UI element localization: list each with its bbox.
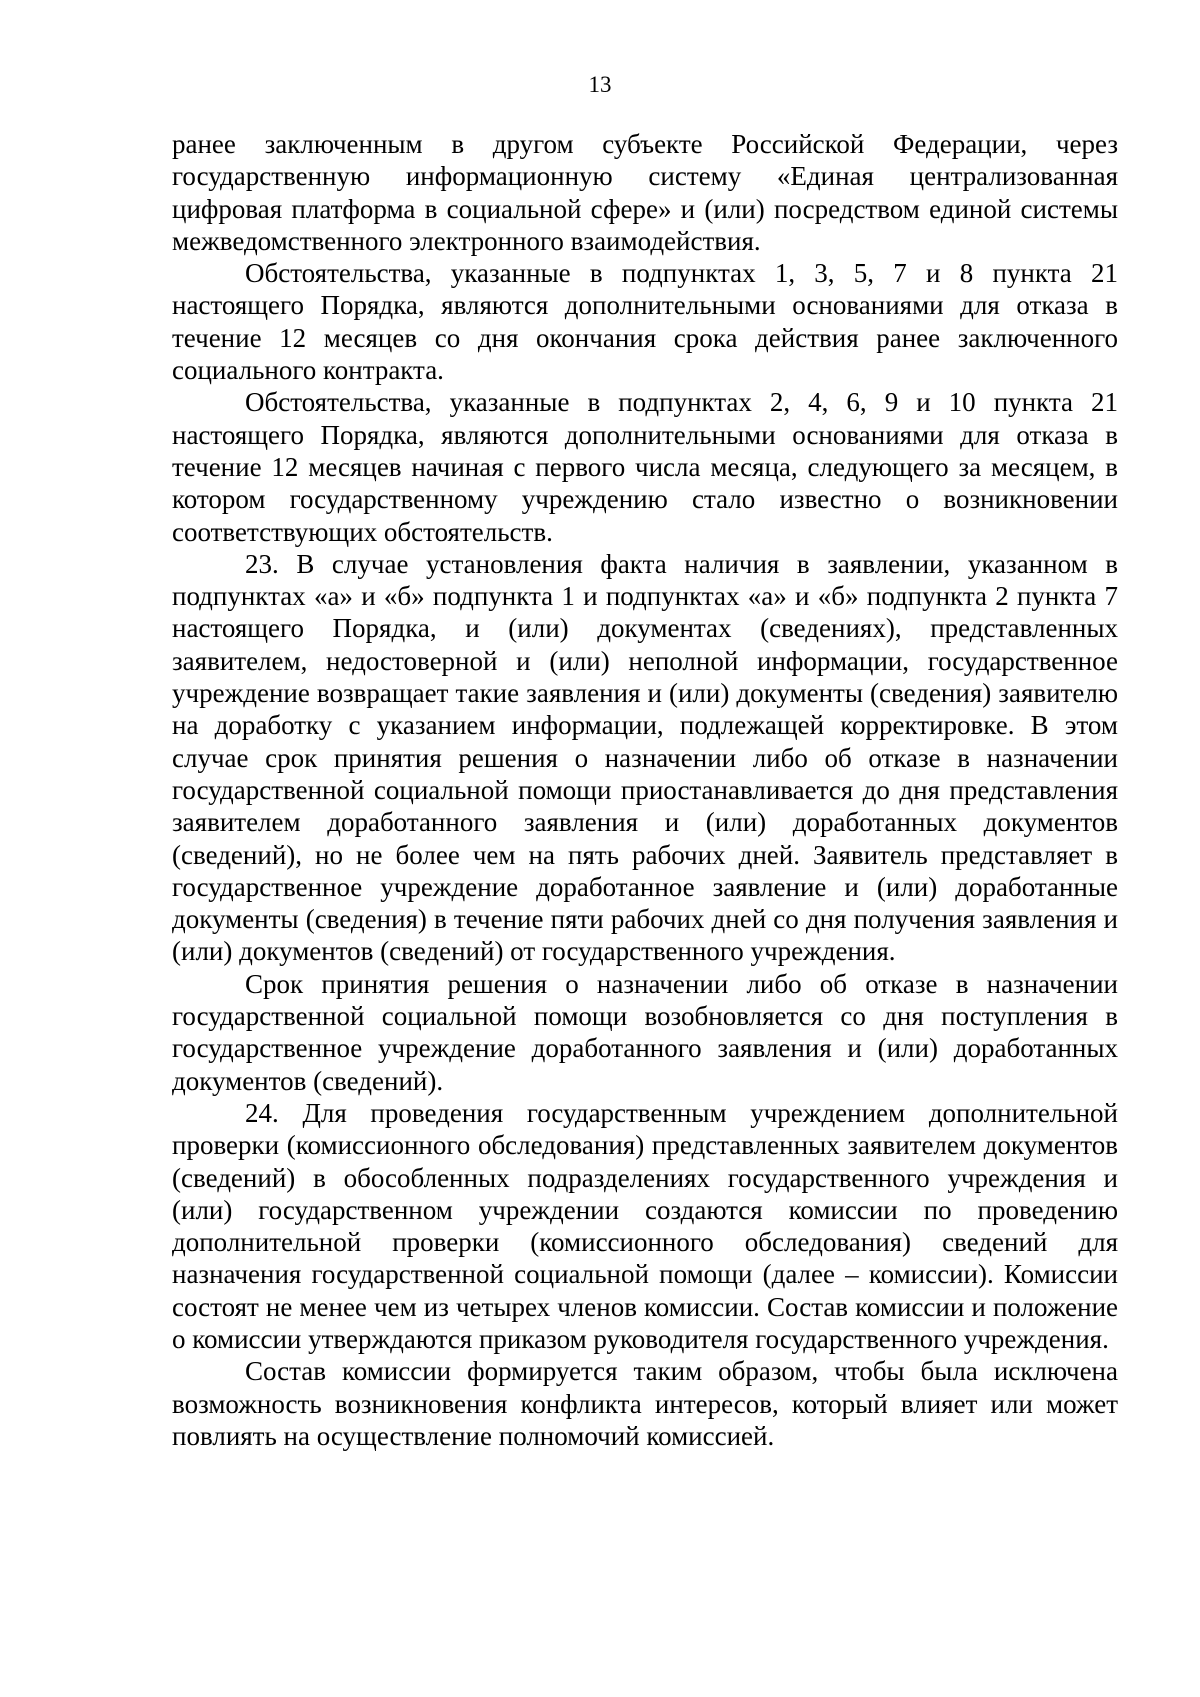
paragraph-clause-23: 23. В случае установления факта наличия в заявлении, указанном в подпунктах «а» и «б» подпункта 1 и подпунктах «а» и «б» подпункта 2 пункта 7 настоящего Порядка, и (или) документах (сведениях), представленных заявителем, недостоверной и (или) неполной информации, государственное учреждение возвращает такие заявления и (или) документы (сведения) заявителю на доработку с указанием информации, подлежащей корректировке. В этом случае срок принятия решения о назначении либо об отказе в назначении государственной социальной помощи приостанавливается до дня представления заявителем доработанного заявления и (или) доработанных документов (сведений), но не более чем на пять рабочих дней. Заявитель представляет в государственное учреждение доработанное заявление и (или) доработанные документы (сведения) в течение пяти рабочих дней со дня получения заявления и (или) документов (сведений) от государственного учреждения. [172, 548, 1118, 967]
paragraph-continuation: ранее заключенным в другом субъекте Российской Федерации, через государственную информационную систему «Единая централизованная цифровая платформа в социальной сфере» и (или) посредством единой системы межведомственного электронного взаимодействия. [172, 129, 1118, 256]
paragraph-grounds-1-3-5-7-8: Обстоятельства, указанные в подпунктах 1, 3, 5, 7 и 8 пункта 21 настоящего Порядка, являются дополнительными основаниями для отказа в течение 12 месяцев со дня окончания срока действия ранее заключенного социального контракта. [172, 258, 1118, 386]
page-number: 13 [588, 72, 612, 97]
paragraph-clause-24: 24. Для проведения государственным учреждением дополнительной проверки (комиссионного обследования) представленных заявителем документов (сведений) в обособленных подразделениях государственного учреждения и (или) государственном учреждении создаются комиссии по проведению дополнительной проверки (комиссионного обследования) сведений для назначения государственной социальной помощи (далее – комиссии). Комиссии состоят не менее чем из четырех членов комиссии. Состав комиссии и положение о комиссии утверждаются приказом руководителя государственного учреждения. [172, 1097, 1118, 1354]
paragraph-term-resumption: Срок принятия решения о назначении либо об отказе в назначении государственной социальной помощи возобновляется со дня поступления в государственное учреждение доработанного заявления и (или) доработанных документов (сведений). [172, 968, 1118, 1096]
paragraph-grounds-2-4-6-9-10: Обстоятельства, указанные в подпунктах 2, 4, 6, 9 и 10 пункта 21 настоящего Порядка, являются дополнительными основаниями для отказа в течение 12 месяцев начиная с первого числа месяца, следующего за месяцем, в котором государственному учреждению стало известно о возникновении соответствующих обстоятельств. [172, 387, 1118, 547]
document-body [172, 128, 1118, 1452]
paragraph-commission-composition: Состав комиссии формируется таким образом, чтобы была исключена возможность возникновения конфликта интересов, который влияет или может повлиять на осуществление полномочий комиссией. [172, 1356, 1118, 1451]
